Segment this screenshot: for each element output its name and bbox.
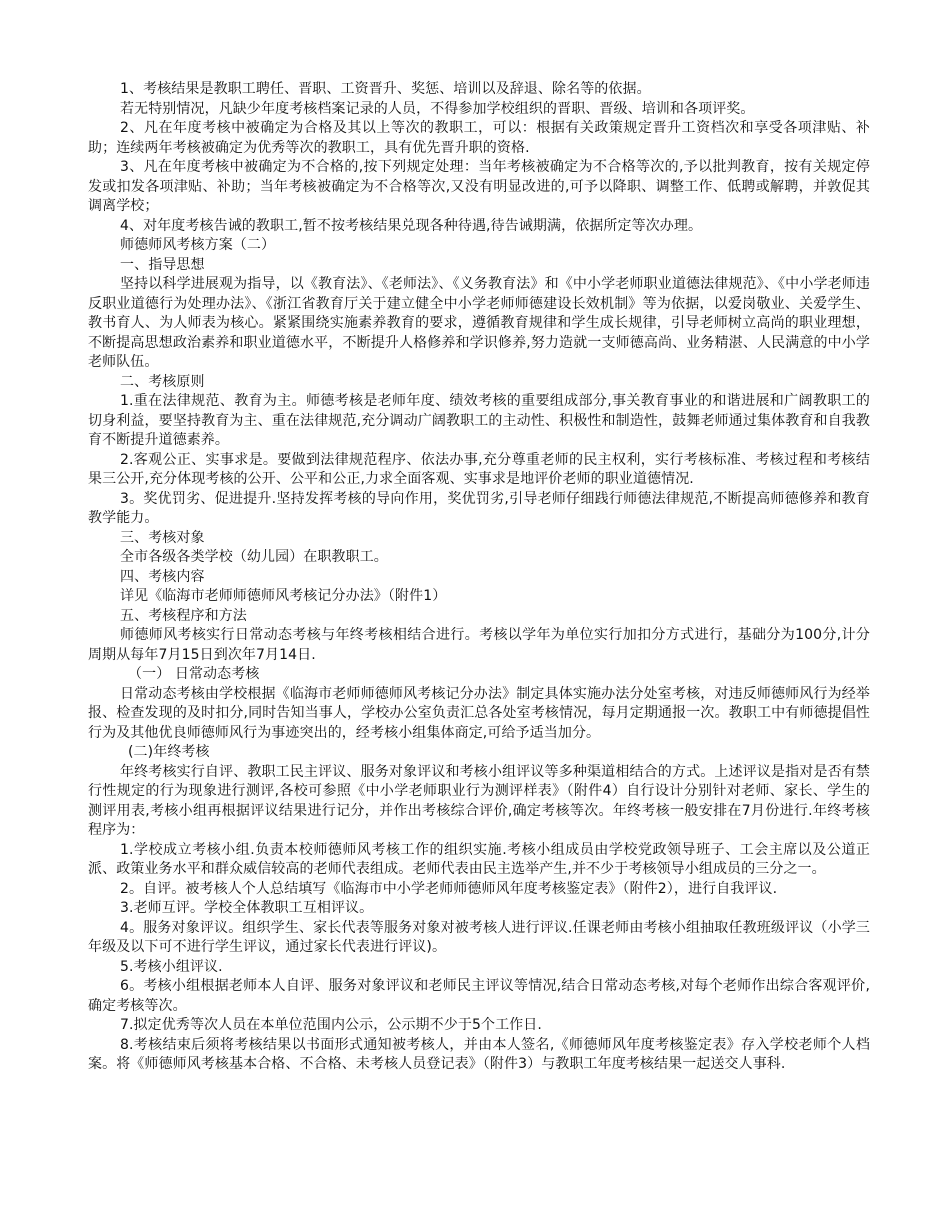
paragraph-unqualified-staff: 3、凡在年度考核中被确定为不合格的,按下列规定处理：当年考核被确定为不合格等次的,予以批判教育，按有关规定停发或扣发各项津贴、补助；当年考核被确定为不合格等次,又没有明显改进的,可予以降职、调整工作、低聘或解聘，并敦促其调离学校；: [88, 159, 870, 214]
heading-procedures-methods: 五、考核程序和方法: [120, 607, 247, 624]
paragraph-step-7: 7.拟定优秀等次人员在本单位范围内公示，公示期不少于5个工作日.: [120, 1017, 542, 1033]
paragraph-step-4: 4。服务对象评议。组织学生、家长代表等服务对象对被考核人进行评议.任课老师由考核小组抽取任教班级评议（小学三年级及以下可不进行学生评议，通过家长代表进行评议)。: [88, 919, 870, 955]
paragraph-qualified-staff: 2、凡在年度考核中被确定为合格及其以上等次的教职工，可以：根据有关政策规定晋升工资档次和享受各项津贴、补助；连续两年考核被确定为优秀等次的教职工，具有优先晋升职的资格.: [88, 120, 870, 156]
paragraph-principle-2: 2.客观公正、实事求是。要做到法律规范程序、依法办事,充分尊重老师的民主权利，实行考核标准、考核过程和考核结果三公开,充分体现考核的公开、公平和公正,力求全面客观、实事求是地评价老师的职业道德情况.: [88, 451, 870, 487]
paragraph-step-2: 2。自评。被考核人个人总结填写《临海市中小学老师师德师风年度考核鉴定表》（附件2），进行自我评议.: [120, 880, 778, 897]
heading-assessment-principles: 二、考核原则: [120, 373, 205, 390]
paragraph-step-1: 1.学校成立考核小组.负责本校师德师风考核工作的组织实施.考核小组成员由学校党政领导班子、工会主席以及公道正派、政策业务水平和群众威信较高的老师代表组成。老师代表由民主选举产生,并不少于考核领导小组成员的三分之一。: [88, 841, 870, 877]
heading-assessment-targets: 三、考核对象: [120, 529, 205, 546]
paragraph-principle-1: 1.重在法律规范、教育为主。师德考核是老师年度、绩效考核的重要组成部分,事关教育事业的和谐进展和广阔教职工的切身利益，要坚持教育为主、重在法律规范,充分调动广阔教职工的主动性、积极性和制造性，鼓舞老师通过集体教育和自我教育不断提升道德素养。: [88, 393, 870, 448]
heading-guiding-ideology: 一、指导思想: [120, 256, 205, 273]
paragraph-result-basis: 1、考核结果是教职工聘任、晋职、工资晋升、奖惩、培训以及辞退、除名等的依据。: [120, 81, 651, 97]
paragraph-step-6: 6。考核小组根据老师本人自评、服务对象评议和老师民主评议等情况,结合日常动态考核,对每个老师作出综合客观评价,确定考核等次。: [88, 978, 870, 1014]
paragraph-warned-staff: 4、对年度考核告诫的教职工,暂不按考核结果兑现各种待遇,待告诫期满，依据所定等次办理。: [120, 217, 703, 234]
heading-daily-assessment: （一） 日常动态考核: [128, 666, 260, 682]
paragraph-missing-record: 若无特别情况，凡缺少年度考核档案记录的人员，不得参加学校组织的晋职、晋级、培训和各项评奖。: [120, 100, 755, 117]
paragraph-step-3: 3.老师互评。学校全体教职工互相评议。: [120, 900, 374, 916]
paragraph-year-end-assessment: 年终考核实行自评、教职工民主评议、服务对象评议和考核小组评议等多种渠道相结合的方式。上述评议是指对是否有禁行性规定的行为现象进行测评,各校可参照《中小学老师职业行为测评样表》（附件4）自行设计分别针对老师、家长、学生的测评用表,考核小组再根据评议结果进行记分，并作出考核综合评价,确定考核等次。年终考核一般安排在7月份进行.年终考核程序为：: [88, 763, 870, 838]
paragraph-principle-3: 3。奖优罚劣、促进提升.坚持发挥考核的导向作用，奖优罚劣,引导老师仔细践行师德法律规范,不断提高师德修养和教育教学能力。: [88, 490, 870, 526]
section-title-plan-two: 师德师风考核方案（二）: [120, 237, 276, 253]
paragraph-assessment-targets: 全市各级各类学校（幼儿园）在职教职工。: [120, 549, 388, 565]
paragraph-guiding-ideology: 坚持以科学进展观为指导，以《教育法》、《老师法》、《义务教育法》和《中小学老师职业道德法律规范》、《中小学老师违反职业道德行为处理办法》、《浙江省教育厅关于建立健全中小学老师师德建设长效机制》等为依据，以爱岗敬业、关爱学生、教书育人、为人师表为核心。紧紧围绕实施素养教育的要求，遵循教育规律和学生成长规律，引导老师树立高尚的职业理想，不断提高思想政治素养和职业道德水平，不断提升人格修养和学识修养,努力造就一支师德高尚、业务精湛、人民满意的中小学老师队伍。: [88, 276, 870, 370]
paragraph-step-5: 5.考核小组评议.: [120, 958, 223, 975]
heading-assessment-content: 四、考核内容: [120, 568, 205, 585]
paragraph-step-8: 8.考核结束后须将考核结果以书面形式通知被考核人，并由本人签名,《师德师风年度考核鉴定表》存入学校老师个人档案。将《师德师风考核基本合格、不合格、未考核人员登记表》（附件3）与教职工年度考核结果一起送交人事科.: [88, 1036, 870, 1072]
paragraph-daily-assessment: 日常动态考核由学校根据《临海市老师师德师风考核记分办法》制定具体实施办法分处室考核，对违反师德师风行为经举报、检查发现的及时扣分,同时告知当事人，学校办公室负责汇总各处室考核情况，每月定期通报一次。教职工中有师德提倡性行为及其他优良师德师风行为事迹突出的，经考核小组集体商定,可给予适当加分。: [88, 685, 870, 741]
heading-year-end-assessment: (二)年终考核: [128, 744, 210, 760]
paragraph-assessment-content: 详见《临海市老师师德师风考核记分办法》（附件1）: [120, 588, 447, 604]
paragraph-procedures-methods: 师德师风考核实行日常动态考核与年终考核相结合进行。考核以学年为单位实行加扣分方式进行，基础分为100分,计分周期从每年7月15日到次年7月14日.: [88, 627, 870, 663]
